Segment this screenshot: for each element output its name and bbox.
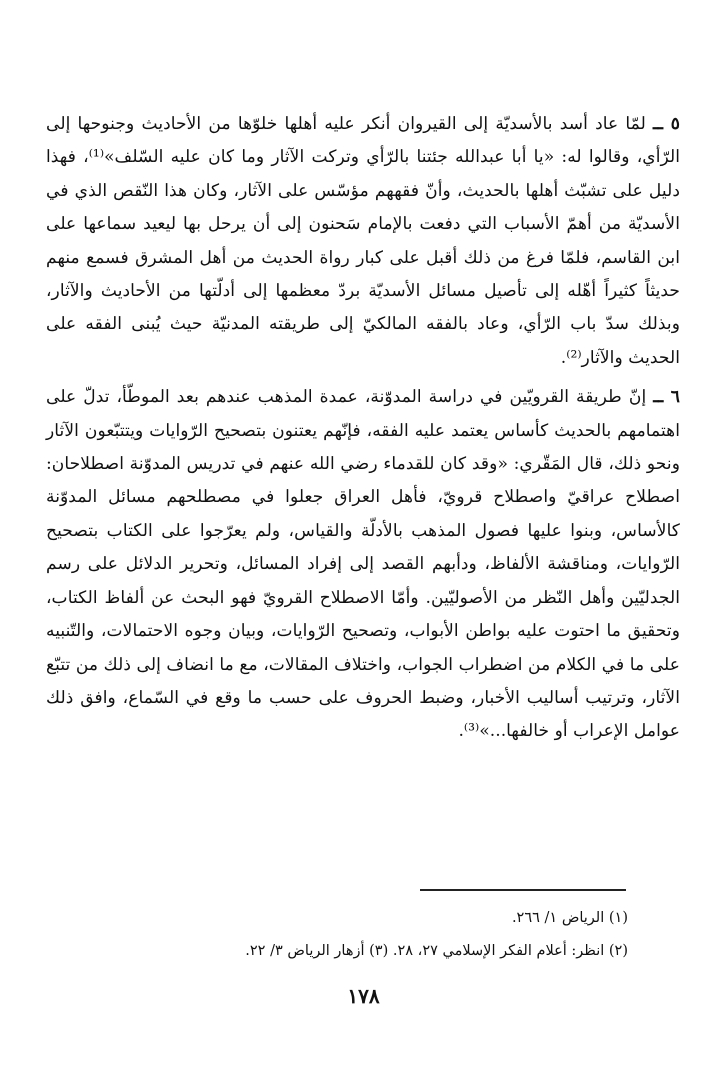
footnote-line: (١) الرياض ١/ ٢٦٦. <box>511 910 628 926</box>
footnotes <box>160 902 628 968</box>
paragraph-text: لمّا عاد أسد بالأسديّة إلى القيروان أنكر عليه أهلها خلوّها من الأحاديث وجنوحها إلى الرّأي، وقالوا له: «يا أبا عبدالله جئتنا بالرّأي وتركت الآثار وما كان عليه السّلف»⁽¹⁾، فهذا دليل على تشبّث أهلها بالحديث، وأنّ فقههم مؤسّس على الآثار، وكان هذا النّقص الذي في الأسديّة من أهمّ الأسباب التي دفعت بالإمام سَحنون إلى أن يرحل بها ليعيد سماعها على ابن القاسم، فلمّا فرغ من ذلك أقبل على كبار رواة الحديث من أهل المشرق فسمع منهم حديثاً كثيراً أهّله إلى تأصيل مسائل الأسديّة بردّ معظمها إلى أدلّتها من الأحاديث والآثار، وبذلك سدّ باب الرّأي، وعاد بالفقه المالكيّ إلى طريقته المدنيّة حيث يُبنى الفقه على الحديث والآثار⁽²⁾. <box>46 114 680 368</box>
paragraph-text: إنّ طريقة القرويّين في دراسة المدوّنة، عمدة المذهب عندهم بعد الموطّأ، تدلّ على اهتمامهم بالحديث كأساس يعتمد عليه الفقه، فإنّهم يعتنون بتصحيح الرّوايات ويتتبّعون الآثار ونحو ذلك، قال المَقّري: «وقد كان للقدماء رضي الله عنهم في تدريس المدوّنة اصطلاحان: اصطلاح عراقيّ واصطلاح قرويّ، فأهل العراق جعلوا في مصطلحهم مسائل المدوّنة كالأساس، وبنوا عليها فصول المذهب بالأدلّة والقياس، ولم يعرّجوا على الكتاب بتصحيح الرّوايات، ومناقشة الألفاظ، ودأبهم القصد إلى إفراد المسائل، وتحرير الدلائل على رسم الجدليّين وأهل النّظر من الأصوليّين. وأمّا الاصطلاح القرويّ فهو البحث عن ألفاظ الكتاب، وتحقيق ما احتوت عليه بواطن الأبواب، وتصحيح الرّوايات، وبيان وجوه الاحتمالات، والتّنبيه على ما في الكلام من اضطراب الجواب، واختلاف المقالات، مع ما انضاف إلى ذلك من تتبّع الآثار، وترتيب أساليب الأخبار، وضبط الحروف على حسب ما وقع في السّماع، وافق ذلك عوامل الإعراب أو خالفها...»⁽³⁾. <box>46 387 680 742</box>
paragraph-number: ٦ ــ <box>653 387 681 408</box>
paragraph-number: ٥ ــ <box>653 114 680 134</box>
main-text <box>46 108 680 749</box>
page-number: ١٧٨ <box>347 984 380 1008</box>
footnote-divider <box>420 889 626 891</box>
paragraph-5 <box>46 108 680 375</box>
footnote-line: (٢) انظر: أعلام الفكر الإسلامي ٢٧، ٢٨. (٣) أزهار الرياض ٣/ ٢٢. <box>245 943 628 959</box>
paragraph-6 <box>46 381 680 748</box>
